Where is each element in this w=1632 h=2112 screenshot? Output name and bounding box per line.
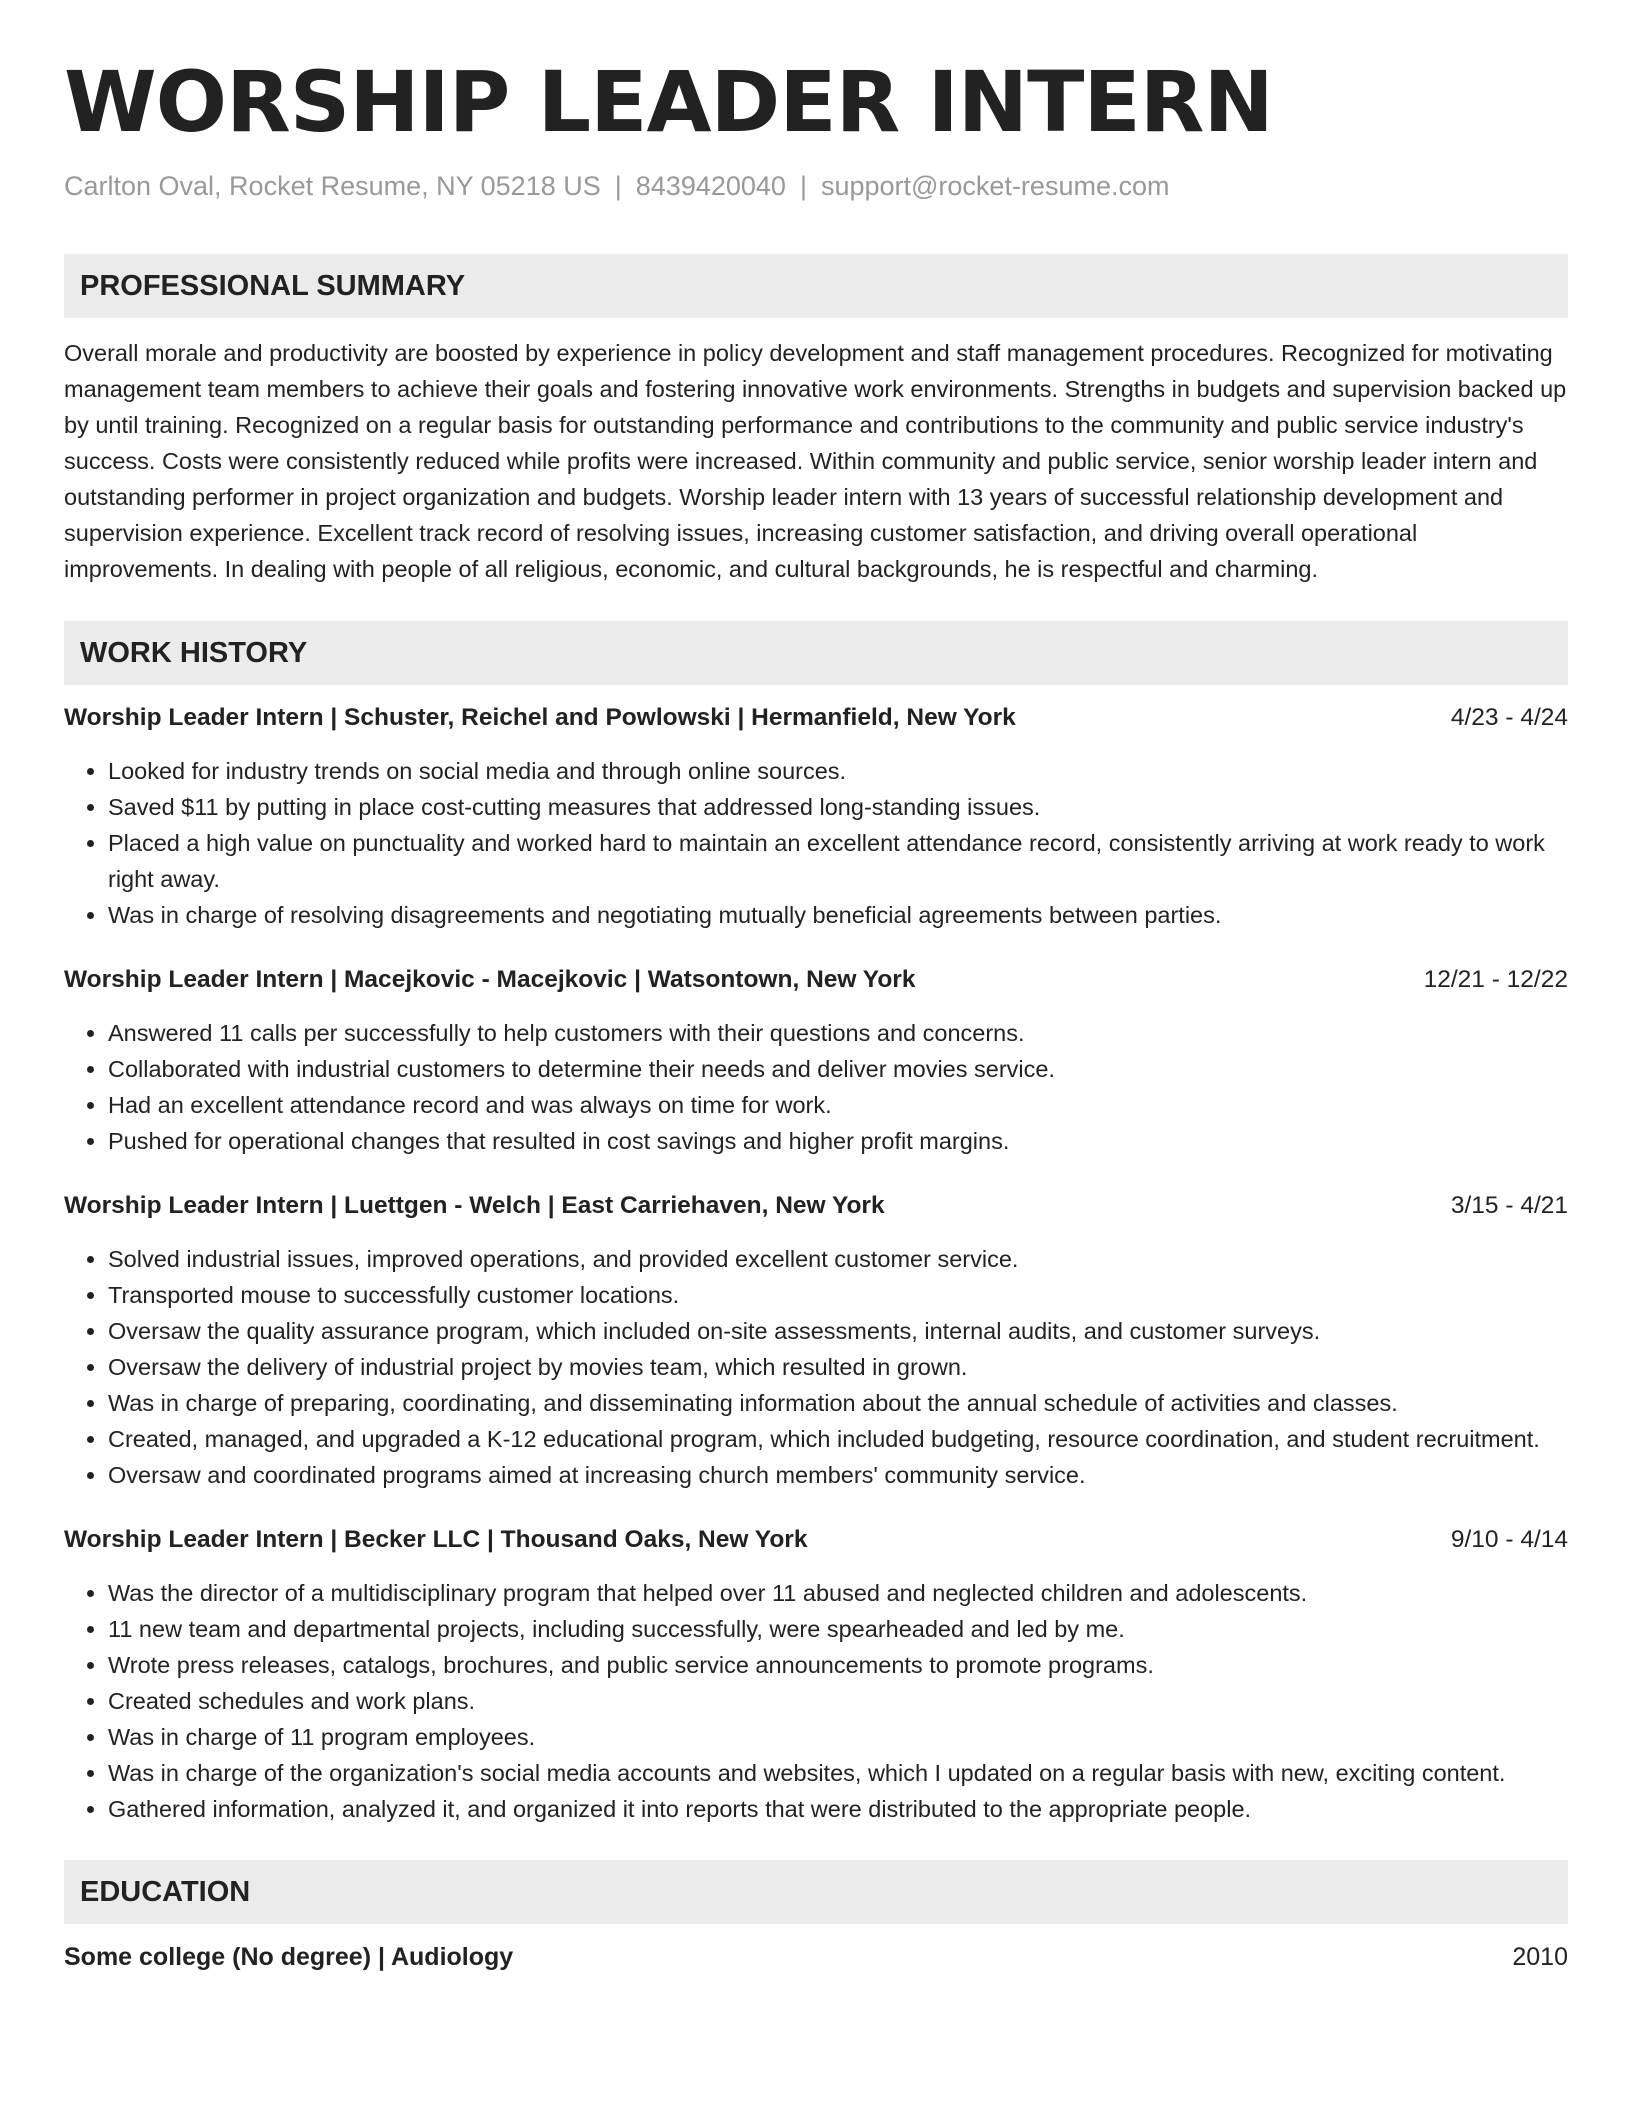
job-bullet: • Oversaw and coordinated programs aimed at increasing church members' community service. [108, 1457, 1568, 1493]
job-entry [64, 1189, 1568, 1493]
job-bullet: • 11 new team and departmental projects, including successfully, were spearheaded and led by me. [108, 1611, 1568, 1647]
job-bullet: • Saved $11 by putting in place cost-cutting measures that addressed long-standing issues. [108, 789, 1568, 825]
contact-email: support@rocket-resume.com [820, 171, 1170, 201]
contact-phone: 8439420040 [635, 171, 786, 201]
summary-text: Overall morale and productivity are boosted by experience in policy development and staff management procedures. Recognized for motivating management team members to achieve their goals and fostering innovative work environments. Strengths in budgets and supervision backed up by until training. Recognized on a regular basis for outstanding performance and contributions to the community and public service industry's success. Costs were consistently reduced while profits were increased. Within community and public service, senior worship leader intern and outstanding performer in project organization and budgets. Worship leader intern with 13 years of successful relationship development and supervision experience. Excellent track record of resolving issues, increasing customer satisfaction, and driving overall operational improvements. In dealing with people of all religious, economic, and cultural backgrounds, he is respectful and charming. [64, 340, 1567, 582]
contact-separator: | [614, 171, 622, 201]
summary-heading: PROFESSIONAL SUMMARY [64, 254, 1568, 318]
job-dates: 3/15 - 4/21 [1450, 1192, 1568, 1219]
job-bullet: • Transported mouse to successfully customer locations. [108, 1277, 1568, 1313]
job-bullet: • Created schedules and work plans. [108, 1683, 1568, 1719]
contact-separator: | [799, 171, 807, 201]
job-bullet: • Oversaw the delivery of industrial project by movies team, which resulted in grown. [108, 1349, 1568, 1385]
job-title: Worship Leader Intern | Becker LLC | Thousand Oaks, New York [64, 1526, 808, 1553]
job-header [64, 1189, 1568, 1223]
work-history-heading: WORK HISTORY [64, 621, 1568, 685]
job-header [64, 963, 1568, 997]
job-dates: 4/23 - 4/24 [1450, 704, 1568, 731]
job-header [64, 1523, 1568, 1557]
job-bullet: • Looked for industry trends on social media and through online sources. [108, 753, 1568, 789]
job-bullets [64, 1015, 1568, 1159]
job-dates: 9/10 - 4/14 [1450, 1526, 1568, 1553]
job-bullets [64, 1241, 1568, 1493]
job-entry [64, 963, 1568, 1159]
job-bullet: • Created, managed, and upgraded a K-12 educational program, which included budgeting, resource coordination, and student recruitment. [108, 1421, 1568, 1457]
job-dates: 12/21 - 12/22 [1423, 966, 1568, 993]
candidate-name: WORSHIP LEADER INTERN [64, 53, 1273, 151]
job-header [64, 701, 1568, 735]
education-entry [64, 1940, 1568, 1974]
job-bullet: • Oversaw the quality assurance program, which included on-site assessments, internal audits, and customer surveys. [108, 1313, 1568, 1349]
job-title: Worship Leader Intern | Luettgen - Welch | East Carriehaven, New York [64, 1192, 885, 1219]
education-heading: EDUCATION [64, 1860, 1568, 1924]
job-entry [64, 701, 1568, 933]
job-bullet: • Was in charge of preparing, coordinating, and disseminating information about the annual schedule of activities and classes. [108, 1385, 1568, 1421]
job-bullet: • Placed a high value on punctuality and worked hard to maintain an excellent attendance record, consistently arriving at work ready to work right away. [108, 825, 1568, 897]
contact-address: Carlton Oval, Rocket Resume, NY 05218 US [64, 171, 601, 201]
job-bullet: • Wrote press releases, catalogs, brochures, and public service announcements to promote programs. [108, 1647, 1568, 1683]
job-title: Worship Leader Intern | Macejkovic - Macejkovic | Watsontown, New York [64, 966, 916, 993]
job-bullet: • Collaborated with industrial customers to determine their needs and deliver movies service. [108, 1051, 1568, 1087]
job-entry [64, 1523, 1568, 1827]
job-title: Worship Leader Intern | Schuster, Reichel and Powlowski | Hermanfield, New York [64, 704, 1016, 731]
job-bullet: • Was the director of a multidisciplinary program that helped over 11 abused and neglected children and adolescents. [108, 1575, 1568, 1611]
work-history-list [64, 701, 1568, 1827]
job-bullet: • Had an excellent attendance record and was always on time for work. [108, 1087, 1568, 1123]
job-bullets [64, 753, 1568, 933]
job-bullet: • Was in charge of the organization's social media accounts and websites, which I updated on a regular basis with new, exciting content. [108, 1755, 1568, 1791]
contact-line [64, 168, 1568, 204]
job-bullet: • Was in charge of 11 program employees. [108, 1719, 1568, 1755]
education-title: Some college (No degree) | Audiology [64, 1943, 514, 1971]
job-bullet: • Was in charge of resolving disagreements and negotiating mutually beneficial agreements between parties. [108, 897, 1568, 933]
education-year: 2010 [1512, 1943, 1568, 1971]
job-bullet: • Pushed for operational changes that resulted in cost savings and higher profit margins. [108, 1123, 1568, 1159]
job-bullet: • Solved industrial issues, improved operations, and provided excellent customer service. [108, 1241, 1568, 1277]
job-bullet: • Answered 11 calls per successfully to help customers with their questions and concerns. [108, 1015, 1568, 1051]
job-bullets [64, 1575, 1568, 1827]
job-bullet: • Gathered information, analyzed it, and organized it into reports that were distributed to the appropriate people. [108, 1791, 1568, 1827]
